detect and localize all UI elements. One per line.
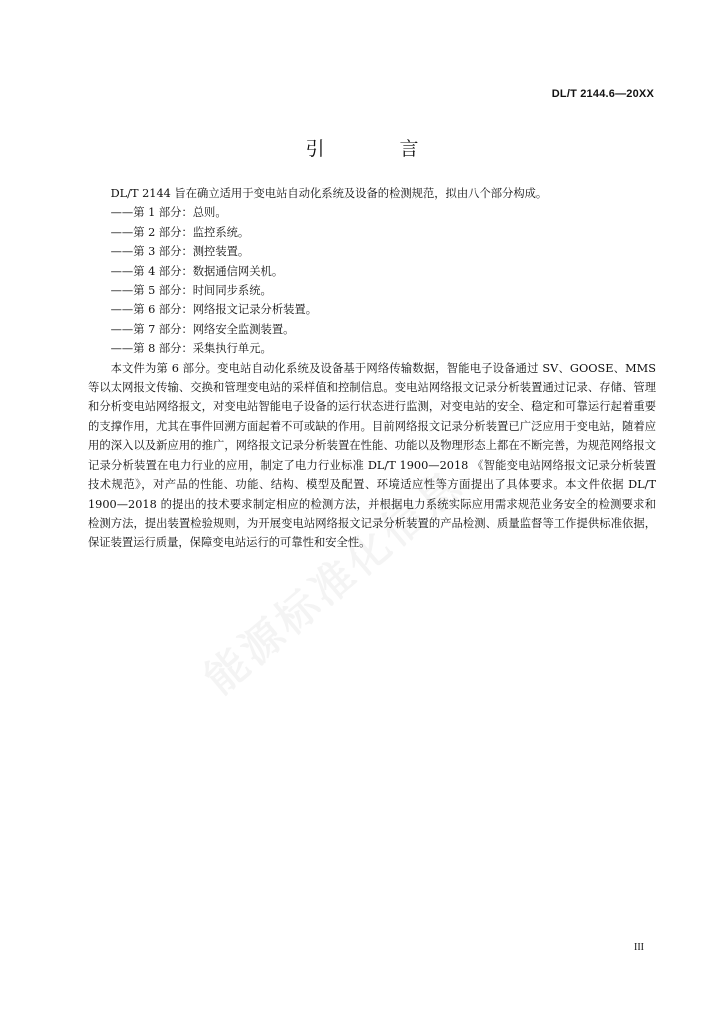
list-item: ——第 6 部分：网络报文记录分析装置。 (110, 303, 318, 317)
list-item: ——第 2 部分：监控系统。 (110, 225, 250, 239)
list-item: ——第 7 部分：网络安全监测装置。 (110, 322, 295, 336)
list-item: ——第 4 部分：数据通信网关机。 (110, 264, 284, 278)
list-item: ——第 1 部分：总则。 (110, 206, 227, 220)
page-number: III (634, 942, 644, 953)
list-item: ——第 5 部分：时间同步系统。 (110, 284, 272, 298)
list-item: ——第 8 部分：采集执行单元。 (110, 342, 272, 356)
body-paragraph: 本文件为第 6 部分。变电站自动化系统及设备基于网络传输数据，智能电子设备通过 SV、GOOSE、MMS 等以太网报文传输、交换和管理变电站的采样值和控制信息。变电站网络报文记录分析装置通过记录、存储、管理和分析变电站网络报文，对变电站智能电子设备的运行状态进行监测，对变电站的安全、稳定和可靠运行起着重要的支撑作用，尤其在事件回溯方面起着不可或缺的作用。目前网络报文记录分析装置已广泛应用于变电站，随着应用的深入以及新应用的推广，网络报文记录分析装置在性能、功能以及物理形态上都在不断完善，为规范网络报文记录分析装置在电力行业的应用，制定了电力行业标准 DL/T 1900—2018 《智能变电站网络报文记录分析装置技术规范》，对产品的性能、功能、结构、模型及配置、环境适应性等方面提出了具体要求。本文件依据 DL/T 1900—2018 的提出的技术要求制定相应的检测方法，并根据电力系统实际应用需求规范业务安全的检测要求和检测方法，提出装置检验规则，为开展变电站网络报文记录分析装置的产品检测、质量监督等工作提供标准依据，保证装置运行质量，保障变电站运行的可靠性和安全性。 (88, 361, 656, 550)
list-item: ——第 3 部分：测控装置。 (110, 245, 250, 259)
part-list (88, 203, 656, 358)
intro-paragraph: DL/T 2144 旨在确立适用于变电站自动化系统及设备的检测规范，拟由八个部分构成。 (110, 187, 548, 200)
document-body (88, 184, 656, 553)
section-title: 引 言 (305, 138, 447, 160)
standard-code: DL/T 2144.6—20XX (551, 88, 654, 100)
